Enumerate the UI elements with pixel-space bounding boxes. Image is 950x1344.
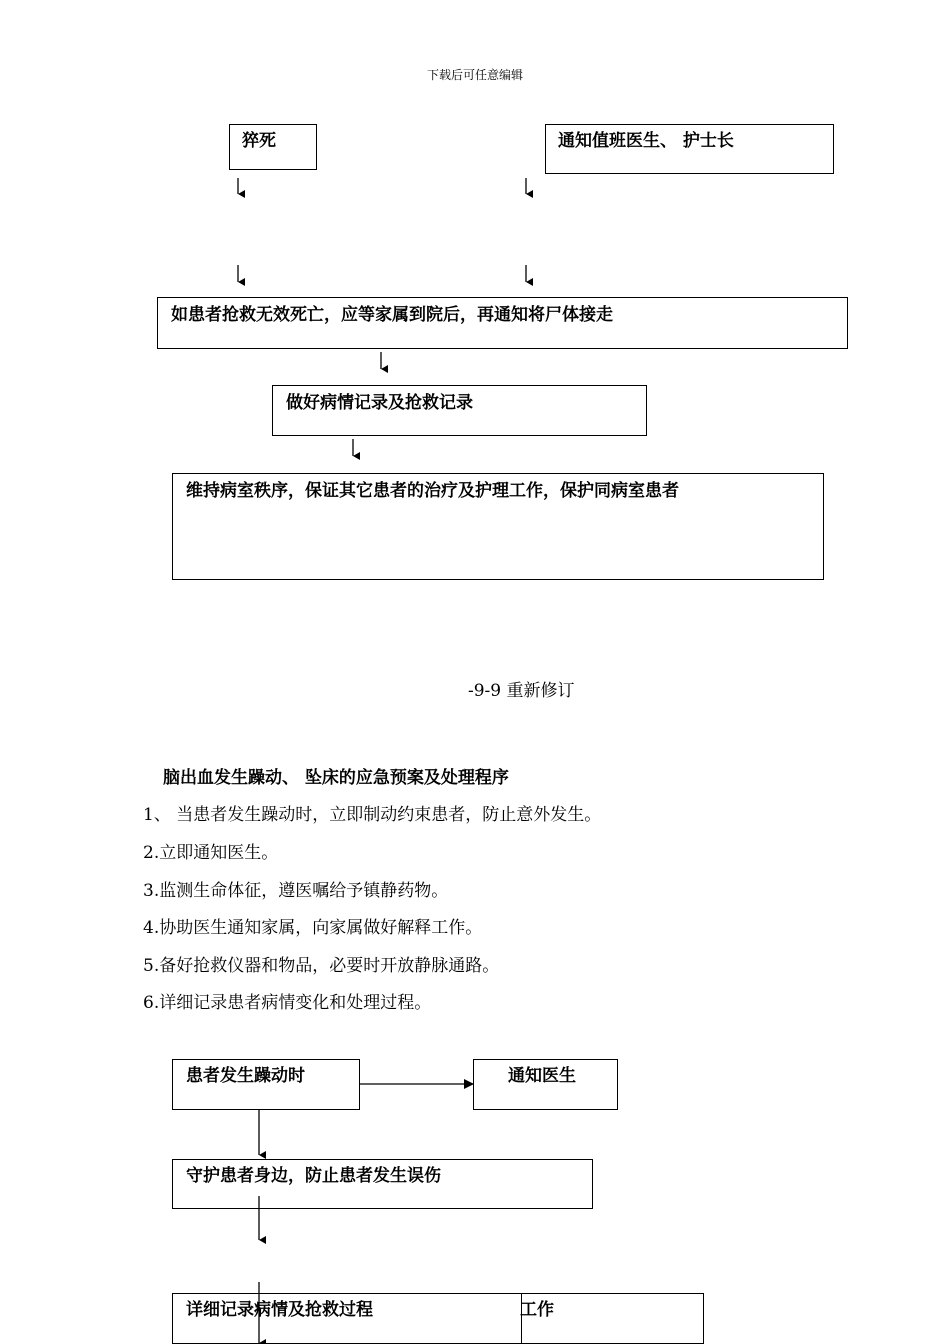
revision-note: -9-9 重新修订 [468,681,575,701]
list-item: 2.立即通知医生。 [143,843,279,863]
flow-box-agitation-label: 患者发生躁动时 [186,1066,305,1086]
section-title: 脑出血发生躁动、 坠床的应急预案及处理程序 [163,768,509,788]
page-header: 下载后可任意编辑 [426,68,523,82]
flow-box-body-pickup-label: 如患者抢救无效死亡，应等家属到院后，再通知将尸体接走 [171,305,613,325]
flow-box-detail-record-label: 详细记录病情及抢救过程 [186,1300,373,1320]
list-item: 1、 当患者发生躁动时，立即制动约束患者，防止意外发生。 [143,805,602,825]
flow-box-sudden-death-label: 猝死 [242,131,276,151]
flow-box-maintain-order-label: 维持病室秩序，保证其它患者的治疗及护理工作，保护同病室患者 [186,481,679,501]
list-item: 5.备好抢救仪器和物品，必要时开放静脉通路。 [143,956,500,976]
flow-box-guard-label: 守护患者身边，防止患者发生误伤 [186,1166,441,1186]
list-item: 6.详细记录患者病情变化和处理过程。 [143,993,432,1013]
flow-box-notify-doctor-nurse-label: 通知值班医生、 护士长 [558,131,734,151]
list-item: 3.监测生命体征，遵医嘱给予镇静药物。 [143,881,449,901]
flow-box-notify-doctor-label: 通知医生 [508,1066,576,1086]
list-item: 4.协助医生通知家属，向家属做好解释工作。 [143,918,483,938]
flow-box-record-label: 做好病情记录及抢救记录 [286,393,473,413]
flow-box-back-label: 工作 [520,1300,554,1320]
